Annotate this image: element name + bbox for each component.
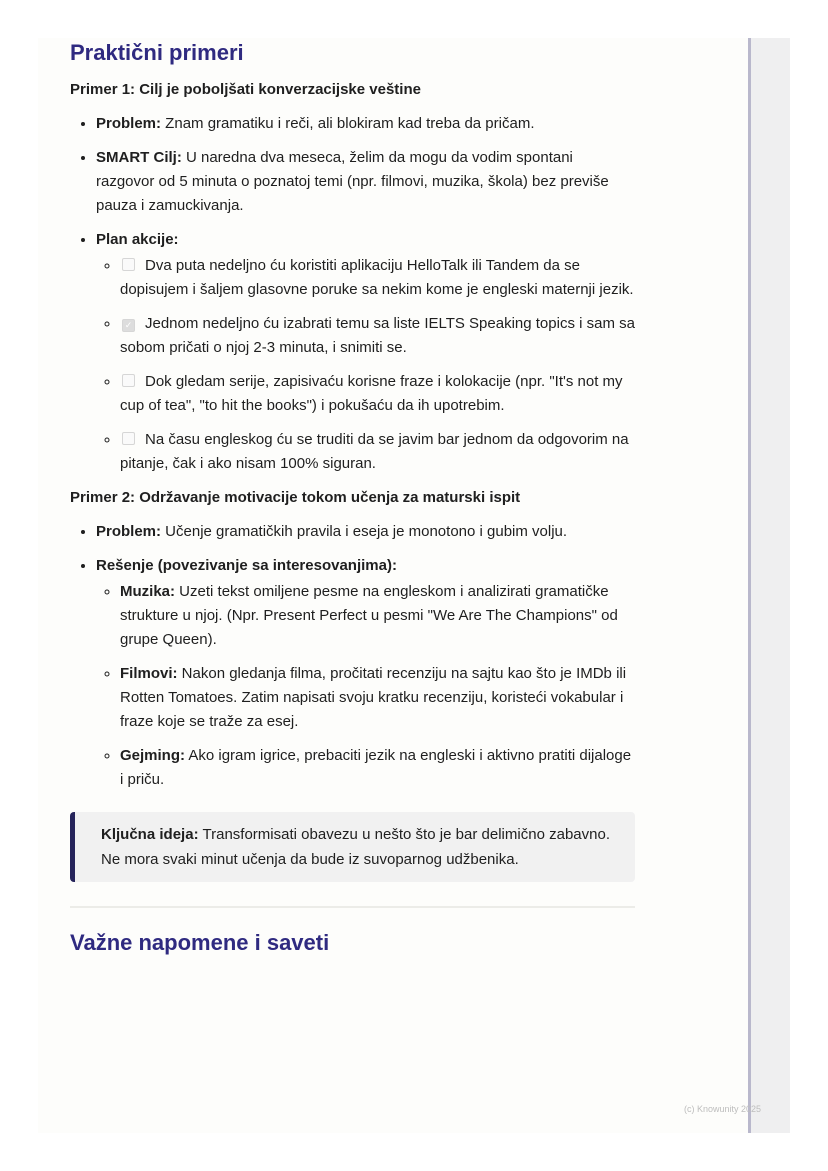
list-item (120, 662, 635, 734)
checkbox[interactable] (122, 432, 135, 445)
example1-list (70, 112, 635, 476)
label: Gejming: (120, 747, 186, 764)
task-text: Jednom nedeljno ću izabrati temu sa liste IELTS Speaking topics i sam sa sobom pričati o njoj 2-3 minuta, i snimiti se. (120, 315, 635, 356)
section-title: Praktični primeri (70, 40, 244, 65)
example2-list (70, 520, 635, 792)
task-text: Dva puta nedeljno ću koristiti aplikaciju HelloTalk ili Tandem da se dopisujem i šaljem glasovne poruke sa nekim kome je engleski maternji jezik. (120, 257, 634, 298)
list-item (96, 228, 635, 476)
checkbox[interactable]: ✓ (122, 319, 135, 332)
list-item (96, 554, 635, 792)
task-item (120, 254, 635, 302)
task-item (120, 312, 635, 360)
text: Nakon gledanja filma, pročitati recenziju na sajtu kao što je IMDb ili Rotten Tomatoes. Zatim napisati svoju kratku recenziju, koristeći vokabular i fraze koje se traže za esej. (120, 665, 627, 730)
label: Filmovi: (120, 665, 178, 682)
list-item (120, 580, 635, 652)
example2-heading: Primer 2: Održavanje motivacije tokom učenja za maturski ispit (70, 489, 521, 506)
task-text: Dok gledam serije, zapisivaću korisne fraze i kolokacije (npr. "It's not my cup of tea", "to hit the books") i pokušaću da ih upotrebim. (120, 373, 623, 414)
section-title: Važne napomene i saveti (70, 930, 330, 955)
list-item (120, 744, 635, 792)
text: U naredna dva meseca, želim da mogu da vodim spontani razgovor od 5 minuta o poznatoj temi (npr. filmovi, muzika, škola) bez previše pauza i zamuckivanja. (96, 149, 609, 214)
task-list (96, 254, 635, 476)
text: Znam gramatiku i reči, ali blokiram kad treba da pričam. (161, 115, 535, 132)
label: Problem: (96, 523, 162, 540)
label: Problem: (96, 115, 162, 132)
checkbox[interactable] (122, 258, 135, 271)
label: Ključna ideja: (101, 826, 199, 843)
footer-copyright: (c) Knowunity 2025 (684, 1104, 762, 1114)
label: SMART Cilj: (96, 149, 182, 166)
list-item (96, 146, 635, 218)
checkbox[interactable] (122, 374, 135, 387)
solution-list (96, 580, 635, 792)
text: Uzeti tekst omiljene pesme na engleskom i analizirati gramatičke strukture u njoj. (Npr. Present Perfect u pesmi "We Are The Champions" od grupe Queen). (120, 583, 618, 648)
task-item (120, 428, 635, 476)
label: Muzika: (120, 583, 176, 600)
text: Učenje gramatičkih pravila i eseja je monotono i gubim volju. (161, 523, 568, 540)
label: Rešenje (povezivanje sa interesovanjima): (96, 557, 397, 574)
key-idea-callout (70, 812, 635, 882)
task-item (120, 370, 635, 418)
label: Plan akcije: (96, 231, 179, 248)
task-text: Na času engleskog ću se truditi da se javim bar jednom da odgovorim na pitanje, čak i ako nisam 100% siguran. (120, 431, 629, 472)
list-item (96, 520, 635, 544)
divider (70, 906, 635, 908)
text: Transformisati obavezu u nešto što je bar delimično zabavno. Ne mora svaki minut učenja da bude iz suvoparnog udžbenika. (101, 826, 610, 868)
content (70, 38, 635, 958)
list-item (96, 112, 635, 136)
side-panel (748, 38, 790, 1133)
text: Ako igram igrice, prebaciti jezik na engleski i aktivno pratiti dijaloge i priču. (120, 747, 632, 788)
example1-heading: Primer 1: Cilj je poboljšati konverzacijske veštine (70, 81, 421, 98)
